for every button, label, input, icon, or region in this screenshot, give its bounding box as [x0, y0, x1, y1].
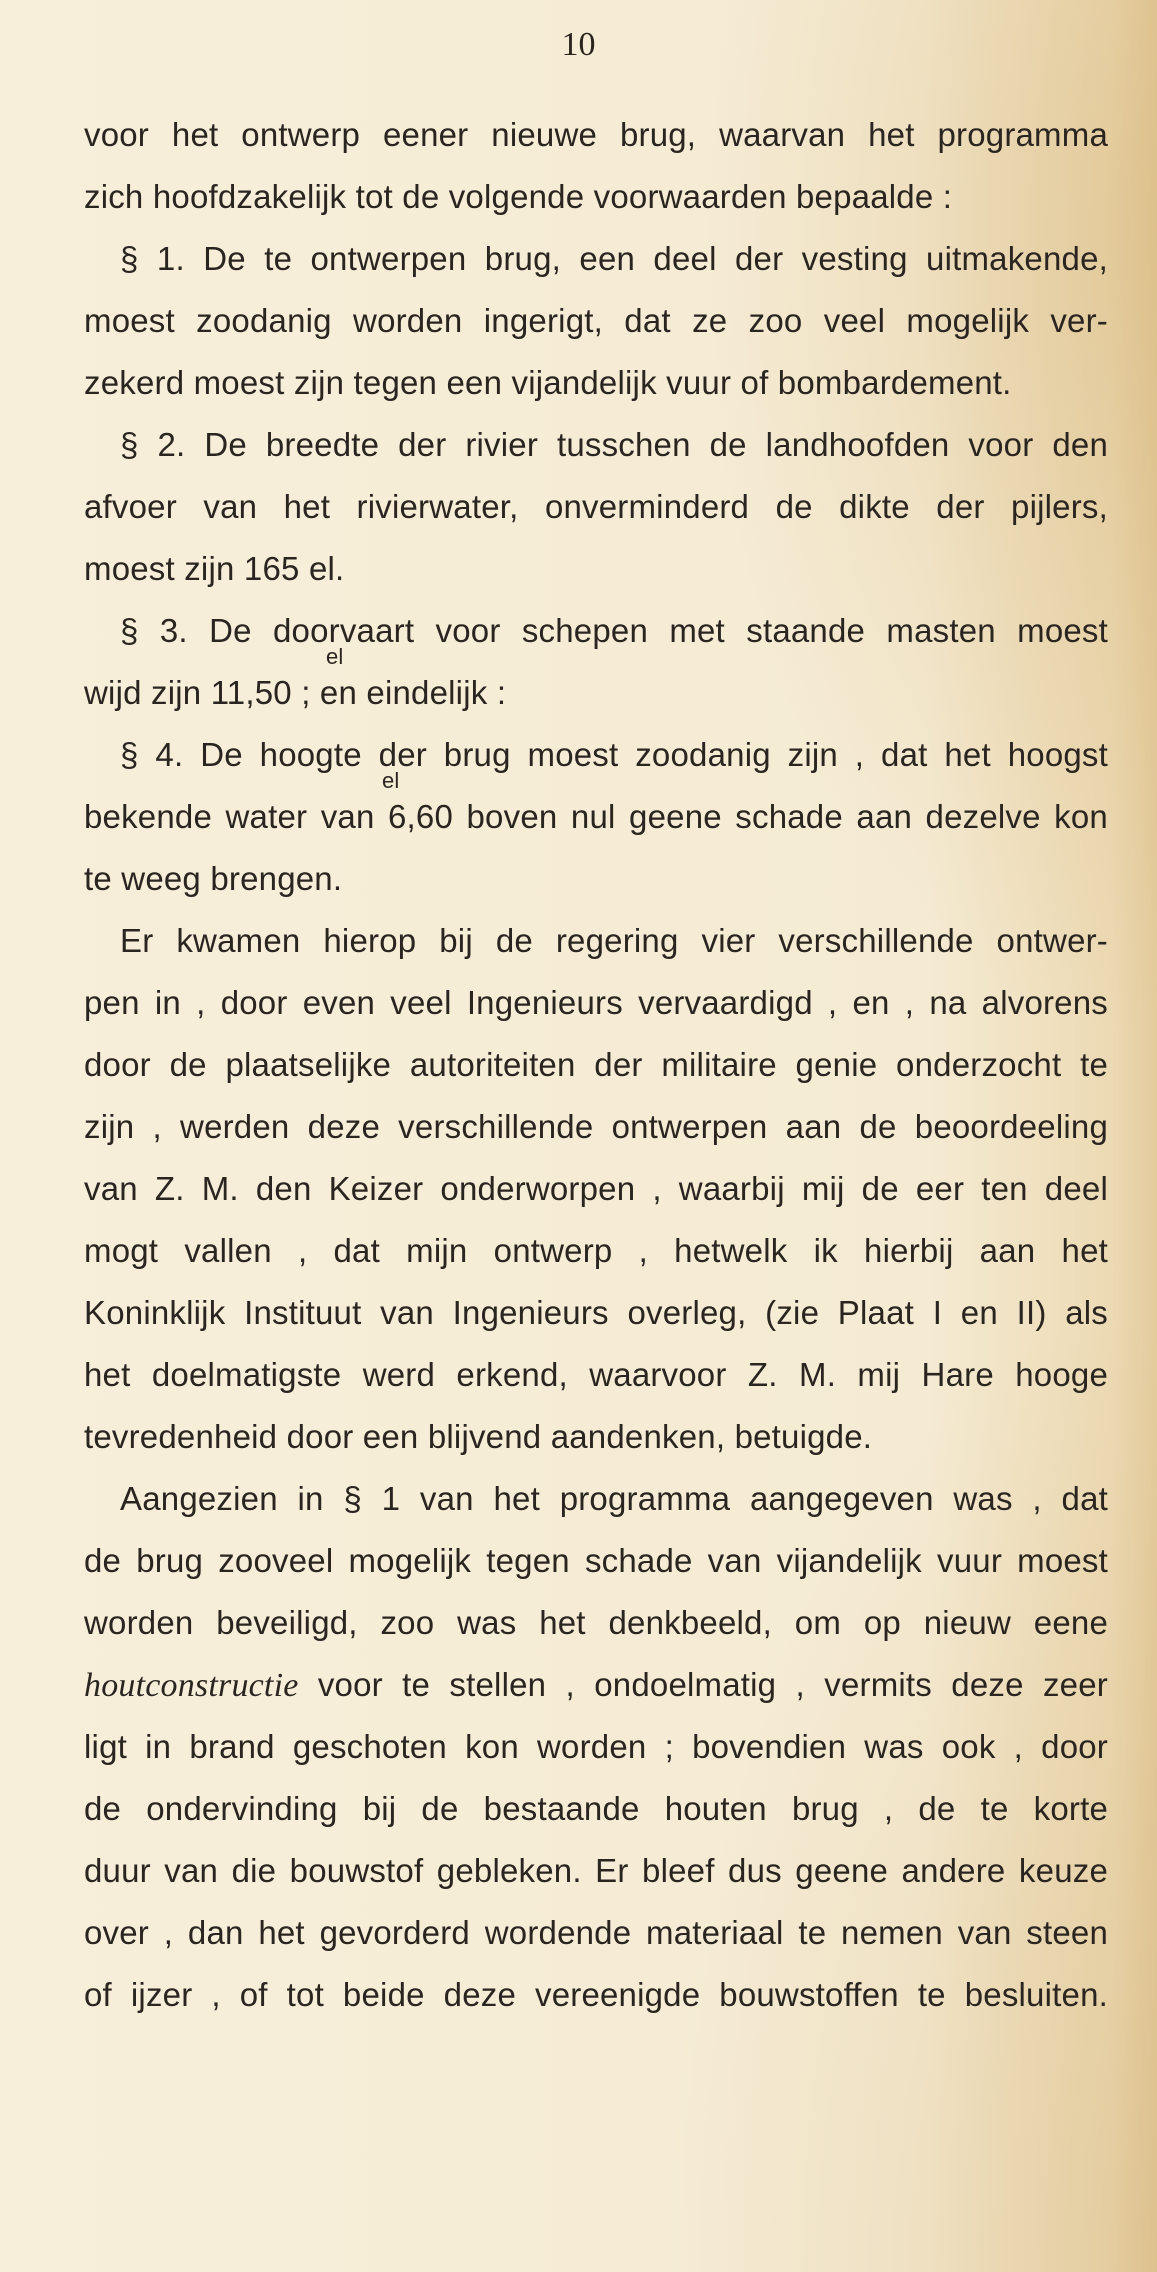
text-line: Er kwamen hierop bij de regering vier verschillende ontwer-	[120, 922, 1108, 959]
text-line: de ondervinding bij de bestaande houten brug , de te korte	[84, 1790, 1108, 1827]
text-line: afvoer van het rivierwater, onverminderd de dikte der pijlers,	[84, 488, 1108, 525]
text-line: bekende water van 6,60 boven nul geene schade aan dezelve kon	[84, 798, 1108, 835]
text-line: door de plaatselijke autoriteiten der militaire genie onderzocht te	[84, 1046, 1108, 1083]
text-line: duur van die bouwstof gebleken. Er bleef dus geene andere keuze	[84, 1852, 1108, 1889]
text-line: houtconstructie voor te stellen , ondoelmatig , vermits deze zeer	[84, 1666, 1108, 1704]
unit-superscript: el	[382, 768, 400, 793]
text-line: zekerd moest zijn tegen een vijandelijk vuur of bombardement.	[84, 364, 1012, 401]
unit-superscript: el	[326, 644, 344, 669]
text-line: voor het ontwerp eener nieuwe brug, waarvan het programma	[84, 116, 1108, 153]
text-line: tevredenheid door een blijvend aandenken, betuigde.	[84, 1418, 873, 1455]
text-line: de brug zooveel mogelijk tegen schade van vijandelijk vuur moest	[84, 1542, 1108, 1579]
text-line: Koninklijk Instituut van Ingenieurs overleg, (zie Plaat I en II) als	[84, 1294, 1108, 1331]
body-text	[84, 104, 1108, 2026]
text-line: moest zijn 165 el.	[84, 550, 345, 587]
italic-term: houtconstructie	[84, 1667, 299, 1704]
text-line: § 3. De doorvaart voor schepen met staande masten moest	[120, 612, 1108, 649]
text-line: § 2. De breedte der rivier tusschen de landhoofden voor den	[120, 426, 1108, 463]
text-line: van Z. M. den Keizer onderworpen , waarbij mij de eer ten deel	[84, 1170, 1108, 1207]
text-line: Aangezien in § 1 van het programma aangegeven was , dat	[120, 1480, 1108, 1517]
text-line: over , dan het gevorderd wordende materiaal te nemen van steen	[84, 1914, 1108, 1951]
text-line: wijd zijn 11,50 ; en eindelijk :	[84, 674, 507, 711]
text-line: te weeg brengen.	[84, 860, 343, 897]
text-line: zich hoofdzakelijk tot de volgende voorwaarden bepaalde :	[84, 178, 953, 215]
text-line: § 4. De hoogte der brug moest zoodanig zijn , dat het hoogst	[120, 736, 1108, 773]
page-number: 10	[561, 26, 596, 63]
text-line: moest zoodanig worden ingerigt, dat ze zoo veel mogelijk ver-	[84, 302, 1108, 339]
text-line: § 1. De te ontwerpen brug, een deel der vesting uitmakende,	[120, 240, 1108, 277]
text-line: mogt vallen , dat mijn ontwerp , hetwelk ik hierbij aan het	[84, 1232, 1108, 1269]
text-line: of ijzer , of tot beide deze vereenigde bouwstoffen te besluiten.	[84, 1976, 1108, 2013]
text-line: het doelmatigste werd erkend, waarvoor Z. M. mij Hare hooge	[84, 1356, 1108, 1393]
text-line: worden beveiligd, zoo was het denkbeeld, om op nieuw eene	[84, 1604, 1108, 1641]
text-line: pen in , door even veel Ingenieurs vervaardigd , en , na alvorens	[84, 984, 1108, 1021]
text-line: ligt in brand geschoten kon worden ; bovendien was ook , door	[84, 1728, 1108, 1765]
text-line: zijn , werden deze verschillende ontwerpen aan de beoordeeling	[84, 1108, 1108, 1145]
